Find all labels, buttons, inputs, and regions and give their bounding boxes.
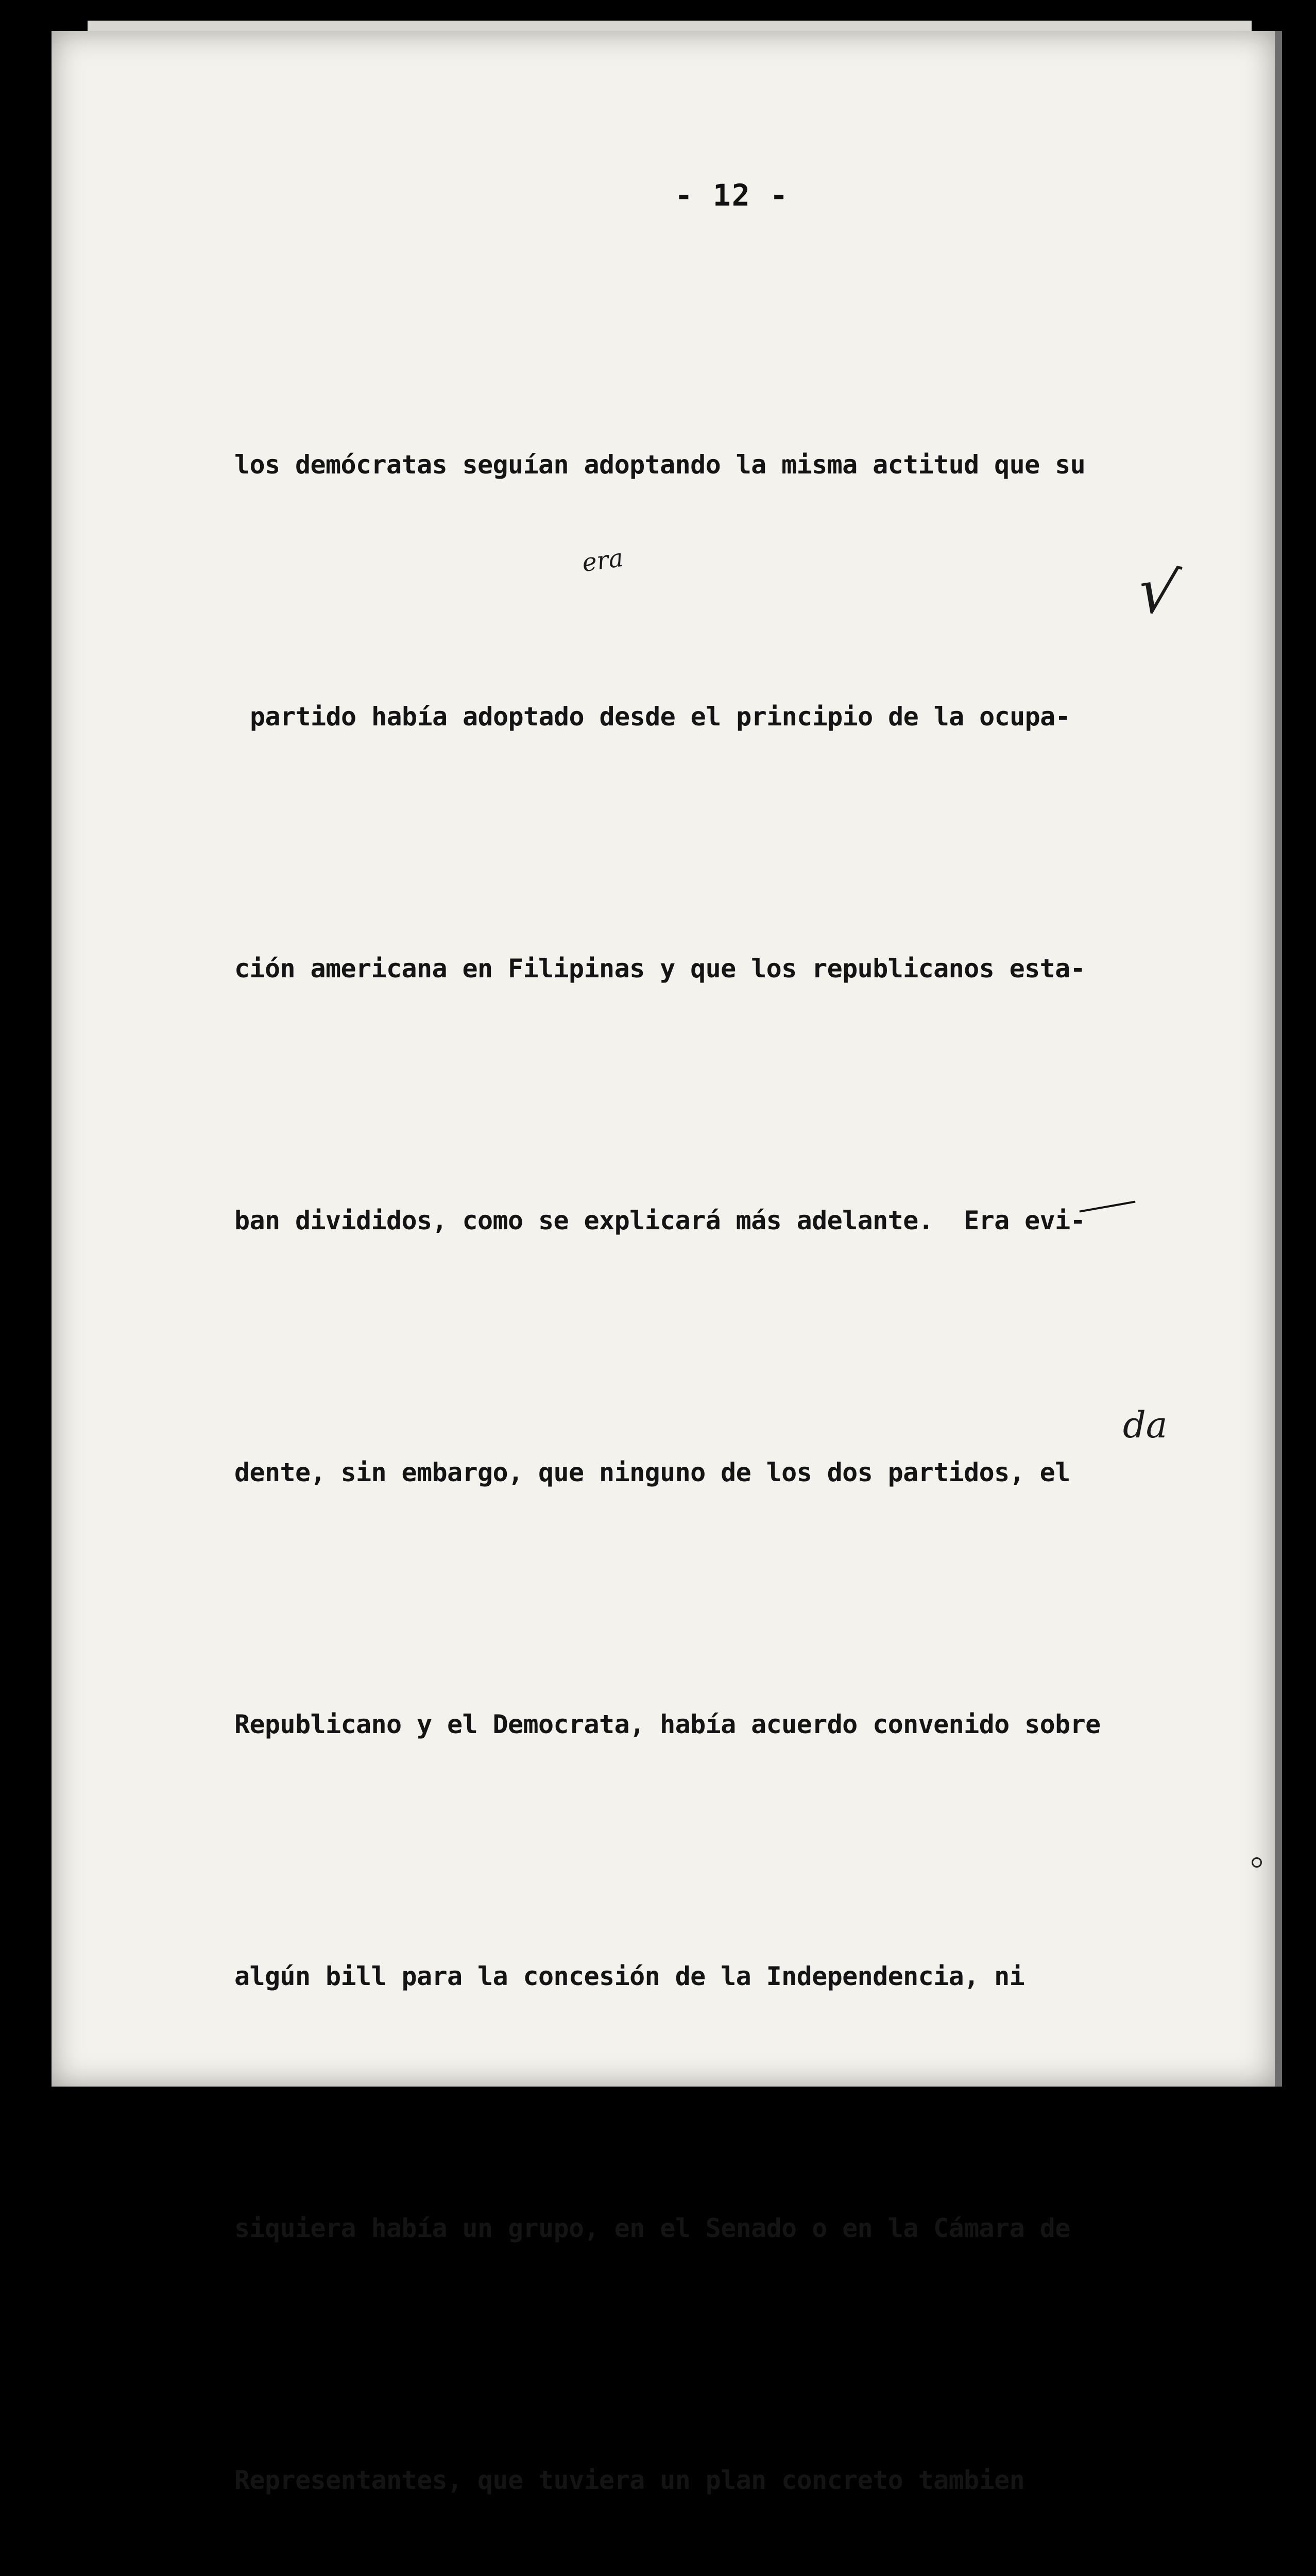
check-mark-icon: √ — [1132, 553, 1184, 631]
text-line: los demócratas seguían adoptando la misma actitud que su — [234, 450, 1086, 480]
text-line: dente, sin embargo, que ninguno de los dos partidos, el — [234, 1458, 1070, 1487]
text-line: ban divididos, como se explicará más adelante. Era evi- — [234, 1206, 1086, 1235]
text-line: partido había adoptado desde el principio de la ocupa- — [250, 702, 1071, 732]
page-number: - 12 - — [675, 178, 789, 213]
margin-dot-mark — [1252, 1857, 1262, 1868]
text-line: siquiera había un grupo, en el Senado o en la Cámara de — [234, 2213, 1070, 2243]
text-line: Representantes, que tuviera un plan concreto tambien — [234, 2465, 1025, 2495]
handwritten-insert-era: era — [580, 543, 625, 578]
paper-edge — [88, 21, 1252, 32]
typed-body-text — [234, 255, 1182, 2576]
text-line: algún bill para la concesión de la Independencia, ni — [234, 1961, 1025, 1991]
handwritten-insert-da: da — [1123, 1404, 1168, 1446]
text-line: ción americana en Filipinas y que los republicanos esta- — [234, 954, 1086, 984]
text-line: Republicano y el Democrata, había acuerdo convenido sobre — [234, 1709, 1101, 1739]
